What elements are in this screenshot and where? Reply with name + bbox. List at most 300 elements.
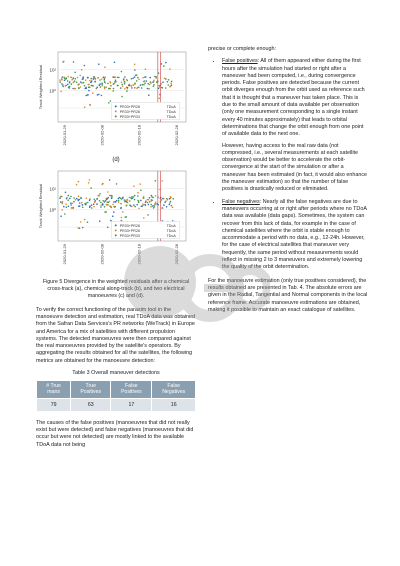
table-header-cell: False Negatives — [152, 380, 196, 398]
data-point — [80, 221, 82, 223]
data-point — [132, 84, 134, 86]
data-point — [84, 85, 86, 87]
data-point — [161, 199, 163, 201]
data-point — [169, 202, 171, 204]
data-point — [87, 221, 89, 223]
data-point — [113, 201, 115, 203]
paragraph-causes: The causes of the false positives (manoeuvres that did not really exist but were detected) and false negatives (manoeuvres that did occur but were not detected) are mostly linked to the available TDoA data not being — [36, 419, 194, 448]
data-point — [118, 198, 120, 200]
data-point — [145, 201, 147, 203]
data-point — [60, 215, 62, 217]
y-axis-label: Track Weighted Residual — [38, 64, 43, 110]
data-point — [63, 76, 65, 78]
data-point — [73, 201, 75, 203]
data-point — [137, 77, 139, 79]
data-point — [136, 204, 138, 206]
data-point — [62, 86, 64, 88]
data-point — [87, 94, 89, 96]
data-point — [168, 79, 170, 81]
data-point — [59, 197, 61, 199]
data-point — [80, 197, 82, 199]
maneuver-detections-table — [36, 380, 196, 412]
data-point — [173, 198, 175, 200]
paragraph-verification: To verify the correct functioning of the parasim tool in the manoeuvre detection and estimation, real TDoA data was obtained from the Safran Data Services's PR networks (WeTrack) in Europe and America for a mix of satellites with different propulsion systems. The detected manoeuvres were then compared against the real manoeuvres provided by the satellite's operators. By aggregating the results obtained for all the satellites, the following metrics are obtained for the manoeuvre detection: — [36, 306, 196, 364]
data-point — [140, 190, 142, 192]
data-point — [61, 202, 63, 204]
data-point — [108, 102, 110, 104]
data-point — [113, 83, 115, 85]
data-point — [73, 197, 75, 199]
data-point — [133, 196, 135, 198]
data-point — [142, 77, 144, 79]
data-point — [110, 82, 112, 84]
data-point — [99, 79, 101, 81]
data-point — [98, 94, 100, 96]
data-point — [126, 90, 128, 92]
data-point — [81, 69, 83, 71]
data-point — [78, 87, 80, 89]
list-item-false-negatives — [222, 199, 368, 272]
data-point — [110, 220, 112, 222]
data-point — [61, 79, 63, 81]
data-point — [118, 202, 120, 204]
data-point — [149, 201, 151, 203]
data-point — [75, 199, 77, 201]
data-point — [70, 77, 72, 79]
data-point — [169, 86, 171, 88]
data-point — [138, 208, 140, 210]
data-point — [111, 198, 113, 200]
data-point — [159, 98, 161, 100]
data-point — [94, 81, 96, 83]
data-point — [120, 87, 122, 89]
data-point — [96, 203, 98, 205]
data-point — [162, 198, 164, 200]
data-point — [123, 78, 125, 80]
data-point — [96, 198, 98, 200]
data-point — [66, 197, 68, 199]
data-point — [144, 76, 146, 78]
data-point — [61, 83, 63, 85]
error-cause-list — [208, 58, 368, 271]
data-point — [110, 85, 112, 87]
data-point — [131, 206, 133, 208]
data-point — [95, 78, 97, 80]
data-point — [91, 85, 93, 87]
false-positives-text: : All of them appeared either during the first hours after the simulation had started or right after a maneuver had been computed, i.e., during convergence periods. False positives are detected because the current orbit diverges enough from the orbit used as reference such that it is thought that a maneuver has taken place. This is due to the small amount of data available per observation (only one measurement corresponding to a single instant every 40 minutes approximately) that leads to orbital determinations that change the orbit enough from one point of available data to the next one. — [222, 58, 365, 138]
data-point — [129, 200, 131, 202]
data-point — [137, 192, 139, 194]
data-point — [113, 76, 115, 78]
data-point — [65, 85, 67, 87]
data-point — [163, 204, 165, 206]
data-point — [82, 227, 84, 229]
data-point — [85, 204, 87, 206]
data-point — [124, 81, 126, 83]
legend-tag: TDoA — [166, 114, 176, 119]
data-point — [169, 204, 171, 206]
data-point — [152, 81, 154, 83]
data-point — [90, 187, 92, 189]
data-point — [121, 96, 123, 98]
data-point — [114, 62, 116, 64]
data-point — [71, 79, 73, 81]
data-point — [131, 78, 133, 80]
paragraph-continued: precise or complete enough: — [208, 46, 277, 52]
data-point — [64, 213, 66, 215]
data-point — [124, 201, 126, 203]
data-point — [78, 200, 80, 202]
data-point — [107, 83, 109, 85]
data-point — [151, 195, 153, 197]
data-point — [155, 180, 157, 182]
data-point — [82, 204, 84, 206]
data-point — [69, 86, 71, 88]
data-point — [104, 81, 106, 83]
data-point — [109, 195, 111, 197]
data-point — [143, 84, 145, 86]
data-point — [84, 219, 86, 221]
data-point — [96, 87, 98, 89]
data-point — [165, 200, 167, 202]
legend-tag: TDoA — [166, 228, 176, 233]
legend-label: PR33+PR28 — [119, 104, 140, 109]
data-point — [76, 198, 78, 200]
legend-label: PR33+PR28 — [119, 109, 140, 114]
data-point — [124, 83, 126, 85]
table-row — [37, 398, 196, 411]
data-point — [166, 206, 168, 208]
data-point — [89, 206, 91, 208]
data-point — [91, 204, 93, 206]
data-point — [155, 77, 157, 79]
data-point — [150, 204, 152, 206]
data-point — [126, 79, 128, 81]
data-point — [167, 81, 169, 83]
data-point — [94, 201, 96, 203]
data-point — [168, 84, 170, 86]
data-point — [66, 206, 68, 208]
data-point — [78, 206, 80, 208]
data-point — [134, 69, 136, 71]
data-point — [113, 88, 115, 90]
data-point — [99, 193, 101, 195]
data-point — [125, 200, 127, 202]
data-point — [77, 84, 79, 86]
legend-tag: TDoA — [166, 223, 176, 228]
data-point — [140, 200, 142, 202]
data-point — [171, 81, 173, 83]
data-point — [132, 77, 134, 79]
data-point — [88, 90, 90, 92]
data-point — [87, 84, 89, 86]
data-point — [101, 95, 103, 97]
data-point — [130, 85, 132, 87]
data-point — [83, 82, 85, 84]
data-point — [73, 82, 75, 84]
data-point — [98, 63, 100, 65]
data-point — [93, 206, 95, 208]
x-tick-label: 2020-02-08 — [99, 125, 105, 146]
data-point — [149, 77, 151, 79]
data-point — [67, 199, 69, 201]
data-point — [170, 201, 172, 203]
data-point — [89, 80, 91, 82]
data-point — [131, 87, 133, 89]
data-point — [81, 202, 83, 204]
data-point — [106, 204, 108, 206]
data-point — [170, 82, 172, 84]
legend-label: PR33+PR28 — [119, 228, 140, 233]
data-point — [64, 79, 66, 81]
data-point — [94, 77, 96, 79]
legend-label: PR33+PR33 — [119, 114, 140, 119]
data-point — [74, 72, 76, 74]
legend-marker — [115, 234, 117, 236]
data-point — [70, 202, 72, 204]
data-point — [65, 192, 67, 194]
term-false-positives: False positives — [222, 58, 258, 65]
data-point — [129, 85, 131, 87]
table-cell: 63 — [71, 398, 111, 411]
data-point — [78, 181, 80, 183]
data-point — [165, 78, 167, 80]
data-point — [62, 76, 64, 78]
data-point — [120, 203, 122, 205]
data-point — [136, 74, 138, 76]
data-point — [120, 197, 122, 199]
data-point — [112, 204, 114, 206]
data-point — [121, 217, 123, 219]
data-point — [154, 206, 156, 208]
data-point — [89, 104, 91, 106]
data-point — [109, 201, 111, 203]
data-point — [79, 202, 81, 204]
legend-marker — [115, 105, 117, 107]
residual-plot-d-svg — [36, 165, 196, 275]
data-point — [94, 199, 96, 201]
table-header-cell: False Positives — [111, 380, 152, 398]
data-point — [105, 211, 107, 213]
data-point — [110, 100, 112, 102]
data-point — [133, 185, 135, 187]
data-point — [131, 198, 133, 200]
data-point — [89, 179, 91, 181]
paragraph-estimation: For the manoeuvre estimation (only true positives considered), the results obtained are presented in Tab. 4. The absolute errors are given in the Radial, Tangential and Normal components in the local reference frame. Accurate manoeuvre estimations are obtained, making it possible to maintain an exact catalogue of satellites. — [208, 277, 368, 313]
x-tick-label: 2020-02-28 — [174, 125, 179, 146]
data-point — [107, 191, 109, 193]
data-point — [147, 83, 149, 85]
data-point — [88, 182, 90, 184]
data-point — [129, 197, 131, 199]
data-point — [87, 202, 89, 204]
data-point — [82, 207, 84, 209]
data-point — [172, 207, 174, 209]
data-point — [74, 80, 76, 82]
data-point — [116, 183, 118, 185]
data-point — [134, 206, 136, 208]
x-tick-label: 2020-01-29 — [62, 244, 67, 265]
data-point — [121, 82, 123, 84]
data-point — [104, 66, 106, 68]
data-point — [127, 87, 129, 89]
data-point — [71, 203, 73, 205]
data-point — [95, 200, 97, 202]
data-point — [90, 82, 92, 84]
data-point — [102, 203, 104, 205]
data-point — [109, 179, 111, 181]
figure-caption: Figure 5 Divergence in the weighted residuals after a chemical cross-track (a), chemical along-track (b), and two electrical manoeuvres (c) and (d). — [42, 279, 190, 300]
data-point — [70, 196, 72, 198]
data-point — [70, 204, 72, 206]
list-item-false-positives — [222, 58, 368, 193]
data-point — [65, 77, 67, 79]
data-point — [89, 86, 91, 88]
data-point — [134, 76, 136, 78]
data-point — [80, 81, 82, 83]
data-point — [122, 86, 124, 88]
data-point — [79, 75, 81, 77]
data-point — [165, 87, 167, 89]
data-point — [98, 84, 100, 86]
data-point — [113, 211, 115, 213]
data-point — [87, 77, 89, 79]
data-point — [161, 180, 163, 182]
data-point — [115, 79, 117, 81]
data-point — [92, 78, 94, 80]
false-positives-extra: However, having access to the real raw data (not compressed, i.e., several measurements at each satellite observation) would be better to accelerate the orbit-convergence at the start of the simulation or after a maneuver has been estimated (in fact, it would also enhance the maneuver estimation) so that the number of false positives is drastically reduced or eliminated. — [222, 142, 368, 193]
data-point — [101, 82, 103, 84]
left-column — [36, 46, 196, 454]
data-point — [143, 204, 145, 206]
data-point — [73, 77, 75, 79]
data-point — [154, 203, 156, 205]
residual-plot-c-svg — [36, 46, 196, 156]
data-point — [104, 86, 106, 88]
data-point — [114, 81, 116, 83]
data-point — [124, 76, 126, 78]
data-point — [80, 86, 82, 88]
data-point — [149, 197, 151, 199]
residual-plot-d — [36, 165, 196, 275]
data-point — [162, 81, 164, 83]
data-point — [59, 79, 61, 81]
data-point — [69, 198, 71, 200]
data-point — [101, 85, 103, 87]
data-point — [67, 76, 69, 78]
y-tick-label: 10¹ — [49, 67, 56, 73]
data-point — [68, 195, 70, 197]
data-point — [77, 77, 79, 79]
legend-tag: TDoA — [166, 233, 176, 238]
data-point — [161, 63, 163, 65]
data-point — [97, 94, 99, 96]
data-point — [134, 87, 136, 89]
table-cell: 79 — [37, 398, 71, 411]
data-point — [69, 82, 71, 84]
data-point — [147, 88, 149, 90]
data-point — [92, 85, 94, 87]
data-point — [84, 107, 86, 109]
data-point — [121, 71, 123, 73]
data-point — [69, 87, 71, 89]
data-point — [97, 195, 99, 197]
data-point — [145, 68, 147, 70]
x-tick-label: 2020-02-18 — [136, 125, 142, 146]
data-point — [112, 90, 114, 92]
data-point — [153, 84, 155, 86]
y-tick-label: 10¹ — [49, 186, 56, 192]
data-point — [111, 195, 113, 197]
data-point — [91, 207, 93, 209]
data-point — [112, 215, 114, 217]
legend-marker — [115, 229, 117, 231]
legend-tag: TDoA — [166, 104, 176, 109]
data-point — [100, 204, 102, 206]
data-point — [101, 184, 103, 186]
data-point — [115, 201, 117, 203]
data-point — [161, 207, 163, 209]
data-point — [161, 83, 163, 85]
data-point — [99, 220, 101, 222]
data-point — [106, 86, 108, 88]
data-point — [169, 198, 171, 200]
data-point — [118, 200, 120, 202]
data-point — [89, 198, 91, 200]
data-point — [100, 86, 102, 88]
data-point — [85, 202, 87, 204]
legend-marker — [115, 224, 117, 226]
data-point — [136, 80, 138, 82]
data-point — [161, 87, 163, 89]
x-tick-label: 2020-02-18 — [136, 244, 142, 265]
data-point — [146, 80, 148, 82]
data-point — [148, 88, 150, 90]
x-tick-label: 2020-01-29 — [62, 125, 67, 146]
data-point — [127, 202, 129, 204]
x-tick-label: 2020-02-08 — [99, 244, 105, 265]
data-point — [65, 203, 67, 205]
data-point — [122, 211, 124, 213]
data-point — [126, 199, 128, 201]
data-point — [102, 200, 104, 202]
data-point — [93, 203, 95, 205]
y-tick-label: 10⁰ — [49, 207, 56, 213]
data-point — [136, 88, 138, 90]
data-point — [100, 206, 102, 208]
legend-tag: TDoA — [166, 109, 176, 114]
data-point — [148, 204, 150, 206]
data-point — [122, 197, 124, 199]
data-point — [167, 199, 169, 201]
data-point — [155, 195, 157, 197]
data-point — [99, 200, 101, 202]
data-point — [165, 62, 167, 64]
data-point — [75, 78, 77, 80]
data-point — [153, 86, 155, 88]
table-header-cell: # True mans — [37, 380, 71, 398]
data-point — [134, 195, 136, 197]
data-point — [134, 82, 136, 84]
data-point — [142, 197, 144, 199]
data-point — [134, 199, 136, 201]
data-point — [150, 82, 152, 84]
data-point — [85, 95, 87, 97]
data-point — [124, 88, 126, 90]
data-point — [120, 207, 122, 209]
residual-plot-c — [36, 46, 196, 156]
data-point — [107, 204, 109, 206]
